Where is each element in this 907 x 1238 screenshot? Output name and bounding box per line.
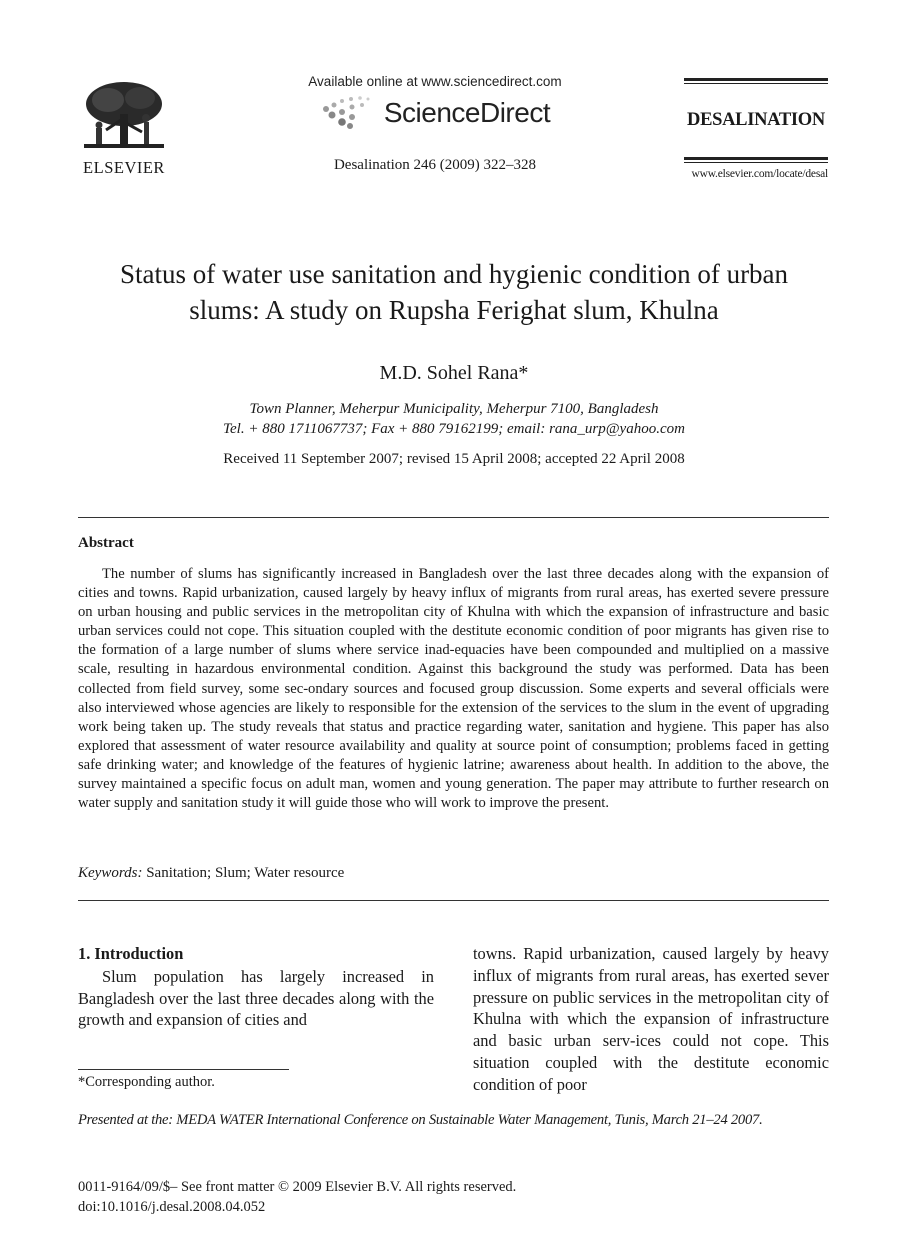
elsevier-tree-icon [78,78,170,156]
sciencedirect-wordmark: ScienceDirect [383,97,551,128]
title-line-1: Status of water use sanitation and hygienic condition of urban [119,259,789,289]
copyright-block [78,1178,516,1217]
keywords-list: Sanitation; Slum; Water resource [146,865,345,881]
journal-url[interactable]: www.elsevier.com/locate/desal [691,168,828,180]
elsevier-logo [78,78,170,178]
article-title [60,256,848,328]
footnote-rule [78,1069,289,1070]
received-dates: Received 11 September 2007; revised 15 April 2008; accepted 22 April 2008 [223,451,685,467]
section-heading-introduction: 1. Introduction [78,944,184,963]
affiliation-line-2: Tel. + 880 1711067737; Fax + 880 79162199; email: rana_urp@yahoo.com [223,421,685,437]
abstract-heading: Abstract [78,535,134,551]
intro-paragraph-continued: towns. Rapid urbanization, caused largely by heavy influx of migrants from rural areas, has exerted sever pressure on public services in the metropolitan city of Khulna with which the expansion of infrastructure and basic urban serv-ices could not cope. This situation coupled with the destitute economic condition of poor [473,944,829,1094]
journal-top-rule [684,78,828,84]
keywords-label: Keywords: [78,865,143,881]
right-column [473,943,829,1096]
copyright-line: 0011-9164/09/$– See front matter © 2009 Elsevier B.V. All rights reserved. [78,1179,517,1195]
presented-at-note: Presented at the: MEDA WATER International Conference on Sustainable Water Management, Tunis, March 21–24 2007. [78,1112,763,1128]
affiliation-line-1: Town Planner, Meherpur Municipality, Meherpur 7100, Bangladesh [249,401,659,417]
left-column [78,943,434,1031]
available-online-text[interactable]: Available online at www.sciencedirect.com [308,74,562,89]
intro-paragraph-start: Slum population has largely increased in Bangladesh over the last three decades along with the growth and expansion of cities and [78,966,434,1030]
doi-line[interactable]: doi:10.1016/j.desal.2008.04.052 [78,1198,266,1215]
sciencedirect-dots-icon [320,95,378,131]
author-name: M.D. Sohel Rana* [379,362,529,384]
abstract-paragraph: The number of slums has significantly increased in Bangladesh over the last three decades along with the expansion of cities and towns. Rapid urbanization, caused largely by heavy influx of migrants from rural areas, has exerted severe pressure on urban housing and public services in the metropolitan city of Khulna with which the expansion of infrastructure and basic urban services could not cope. This situation coupled with the destitute economic condition of poor migrants has given rise to the formation of a large number of slums where service inad-equacies have been compounded and multiplied on a massive scale, resulting in hazardous environmental condition. Against this background the study was performed. Data has been collected from field survey, some sec-ondary sources and focused group discussion. Some experts and several officials were also interviewed whose agencies are likely to responsible for the extension of the services to the slum in the event of upgrading work being taken up. The study reveals that status and practice regarding water, sanitation and hygiene. This paper has also explored that assessment of water resource availability and quality at source point of consumption; problems faced in getting safe drinking water; and knowledge of the features of hygienic latrine; awareness about health. In addition to the above, the survey maintained a specific focus on adult man, women and young generation. The paper may attribute to further research on water supply and sanitation study it will guide those who will work to improve the present. [78,566,829,812]
author-affiliation [60,399,848,439]
journal-citation: Desalination 246 (2009) 322–328 [333,157,537,173]
abstract-body [78,565,829,813]
sciencedirect-header [290,74,580,174]
journal-name: DESALINATION [687,110,825,130]
sciencedirect-logo [290,95,580,131]
keywords [78,865,344,882]
corresponding-author-footnote: *Corresponding author. [78,1074,215,1090]
journal-block [684,78,828,180]
publisher-name: ELSEVIER [83,158,165,177]
journal-bottom-rule [684,157,828,163]
title-line-2: slums: A study on Rupsha Ferighat slum, Khulna [189,295,719,325]
abstract-top-rule [78,517,829,518]
abstract-bottom-rule [78,900,829,901]
